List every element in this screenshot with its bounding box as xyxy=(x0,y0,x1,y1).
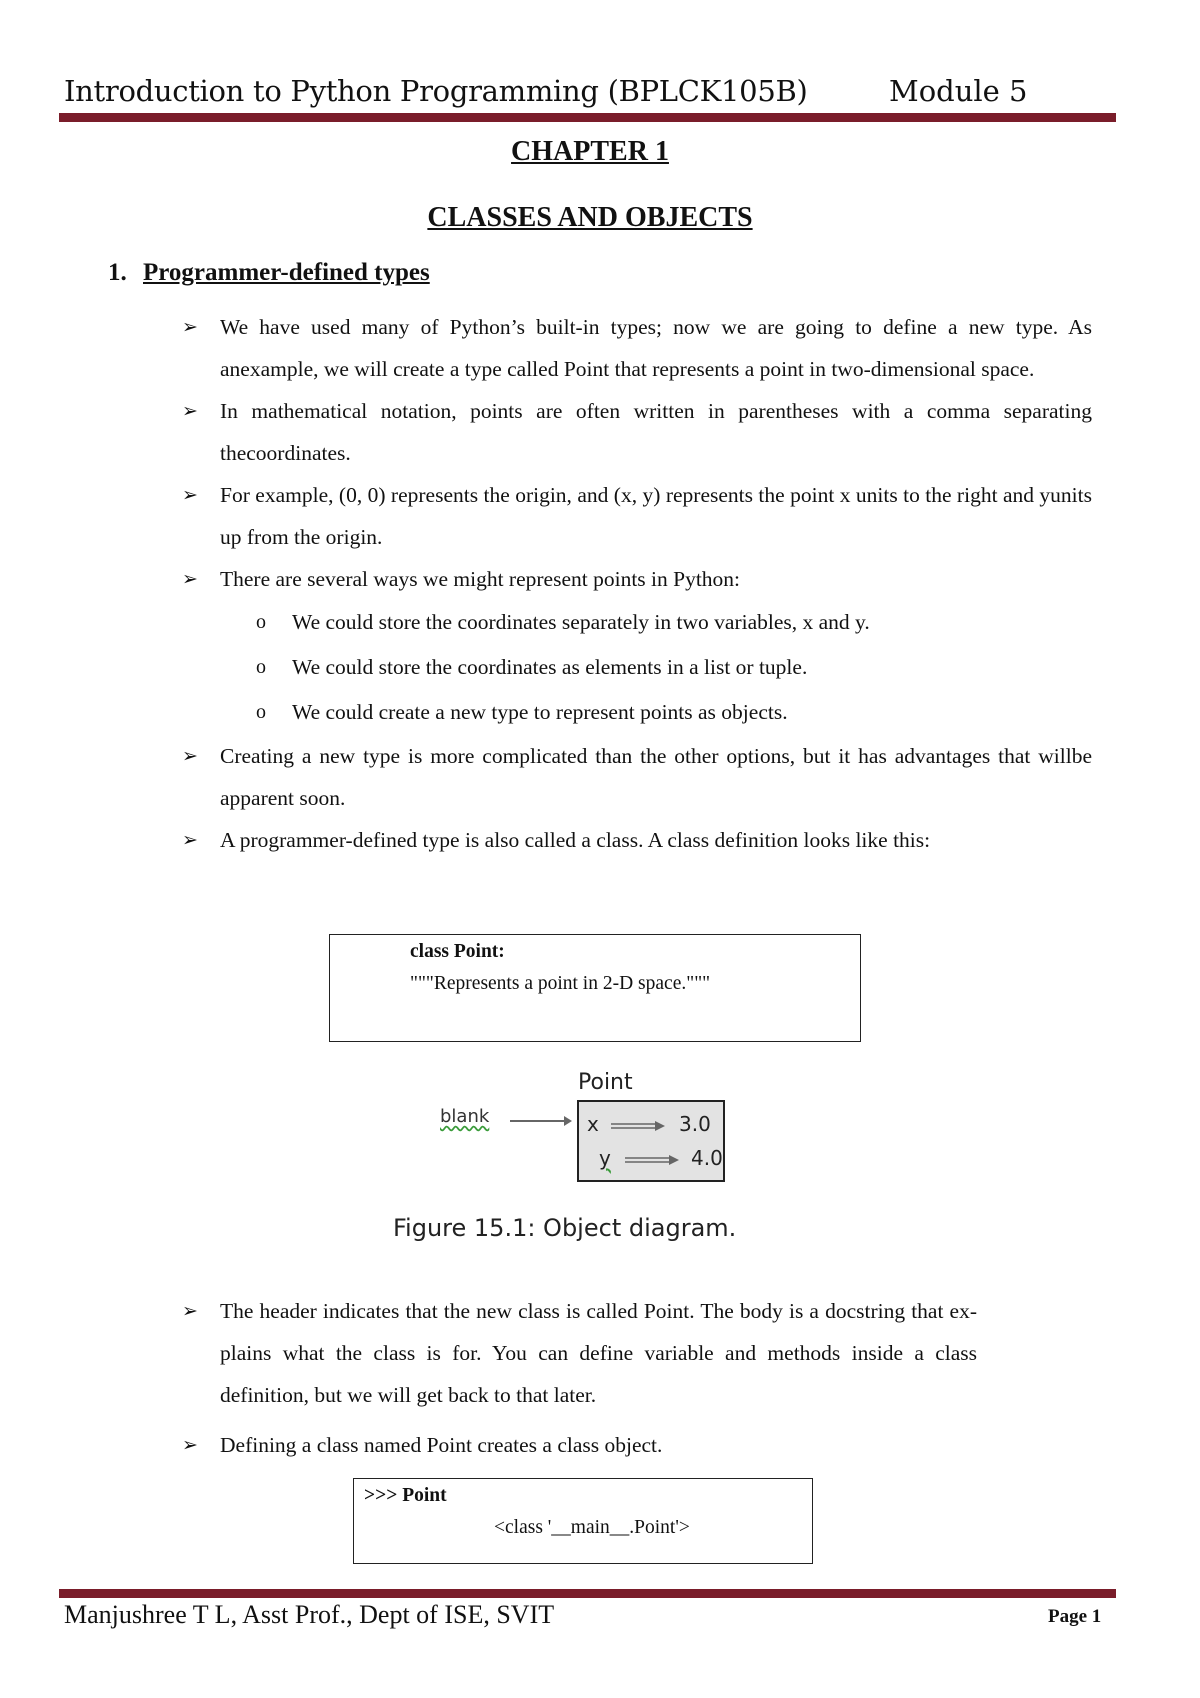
list-item: ➢ We have used many of Python’s built-in types; now we are going to define a new type. As anexample, we will create a type called Point that represents a point in two-dimensional space. xyxy=(182,306,1092,390)
circle-bullet-icon: o xyxy=(256,701,266,723)
list-item: ➢ In mathematical notation, points are often written in parentheses with a comma separating thecoordinates. xyxy=(182,390,1092,474)
arrow-bullet-icon: ➢ xyxy=(182,1300,198,1322)
chapter-subtitle: CLASSES AND OBJECTS xyxy=(427,202,753,233)
list-item: ➢ The header indicates that the new class is called Point. The body is a docstring that ex-plains what the class is for. You can define variable and methods inside a class definition, but we will get back to that later. xyxy=(182,1290,977,1416)
attr-x-label: x xyxy=(587,1112,599,1136)
arrow-bullet-icon: ➢ xyxy=(182,400,198,422)
figure-caption: Figure 15.1: Object diagram. xyxy=(393,1214,737,1242)
page-number: Page 1 xyxy=(1048,1606,1102,1627)
header-module: Module 5 xyxy=(889,74,1028,108)
sub-list-item: o We could store the coordinates as elements in a list or tuple. xyxy=(182,645,1092,690)
list-item: ➢ There are several ways we might represent points in Python: xyxy=(182,558,1092,600)
object-frame xyxy=(577,1100,725,1182)
arrow-bullet-icon: ➢ xyxy=(182,1434,198,1456)
sub-list-item: o We could create a new type to represent points as objects. xyxy=(182,690,1092,735)
arrow-icon xyxy=(609,1120,667,1132)
list-item: ➢ Creating a new type is more complicated than the other options, but it has advantages that willbe apparent soon. xyxy=(182,735,1092,819)
arrow-icon xyxy=(623,1154,681,1166)
code-box-class-definition xyxy=(329,934,861,1042)
bullet-list xyxy=(182,306,1092,861)
arrow-bullet-icon: ➢ xyxy=(182,745,198,767)
attr-y-label: y xyxy=(599,1146,611,1170)
attr-y-value: 4.0 xyxy=(691,1146,723,1170)
footer-author: Manjushree T L, Asst Prof., Dept of ISE, SVIT xyxy=(64,1600,555,1629)
code-line: """Represents a point in 2-D space.""" xyxy=(410,973,711,994)
code-line: class Point: xyxy=(410,941,505,962)
circle-bullet-icon: o xyxy=(256,656,266,678)
code-box-repl xyxy=(353,1478,813,1564)
object-diagram-figure xyxy=(393,1064,820,1254)
list-item: ➢ Defining a class named Point creates a class object. xyxy=(182,1424,977,1466)
circle-bullet-icon: o xyxy=(256,611,266,633)
figure-variable-label: blank xyxy=(440,1106,490,1127)
header-rule xyxy=(59,113,1116,122)
section-title: Programmer-defined types xyxy=(143,259,430,286)
section-heading xyxy=(108,259,430,287)
list-item: ➢ For example, (0, 0) represents the origin, and (x, y) represents the point x units to the right and yunits up from the origin. xyxy=(182,474,1092,558)
arrow-bullet-icon: ➢ xyxy=(182,568,198,590)
arrow-bullet-icon: ➢ xyxy=(182,484,198,506)
code-line: <class '__main__.Point'> xyxy=(494,1517,690,1538)
arrow-bullet-icon: ➢ xyxy=(182,316,198,338)
arrow-bullet-icon: ➢ xyxy=(182,829,198,851)
code-line: >>> Point xyxy=(364,1485,447,1506)
footer-rule xyxy=(59,1589,1116,1598)
arrow-icon xyxy=(508,1114,574,1128)
sub-list-item: o We could store the coordinates separately in two variables, x and y. xyxy=(182,600,1092,645)
section-number: 1. xyxy=(108,259,127,286)
figure-class-title: Point xyxy=(578,1070,633,1095)
header-title: Introduction to Python Programming (BPLCK105B) xyxy=(64,74,808,108)
chapter-heading: CHAPTER 1 xyxy=(511,136,669,167)
list-item: ➢ A programmer-defined type is also called a class. A class definition looks like this: xyxy=(182,819,1092,861)
bullet-list-2 xyxy=(182,1290,977,1466)
attr-x-value: 3.0 xyxy=(679,1112,711,1136)
